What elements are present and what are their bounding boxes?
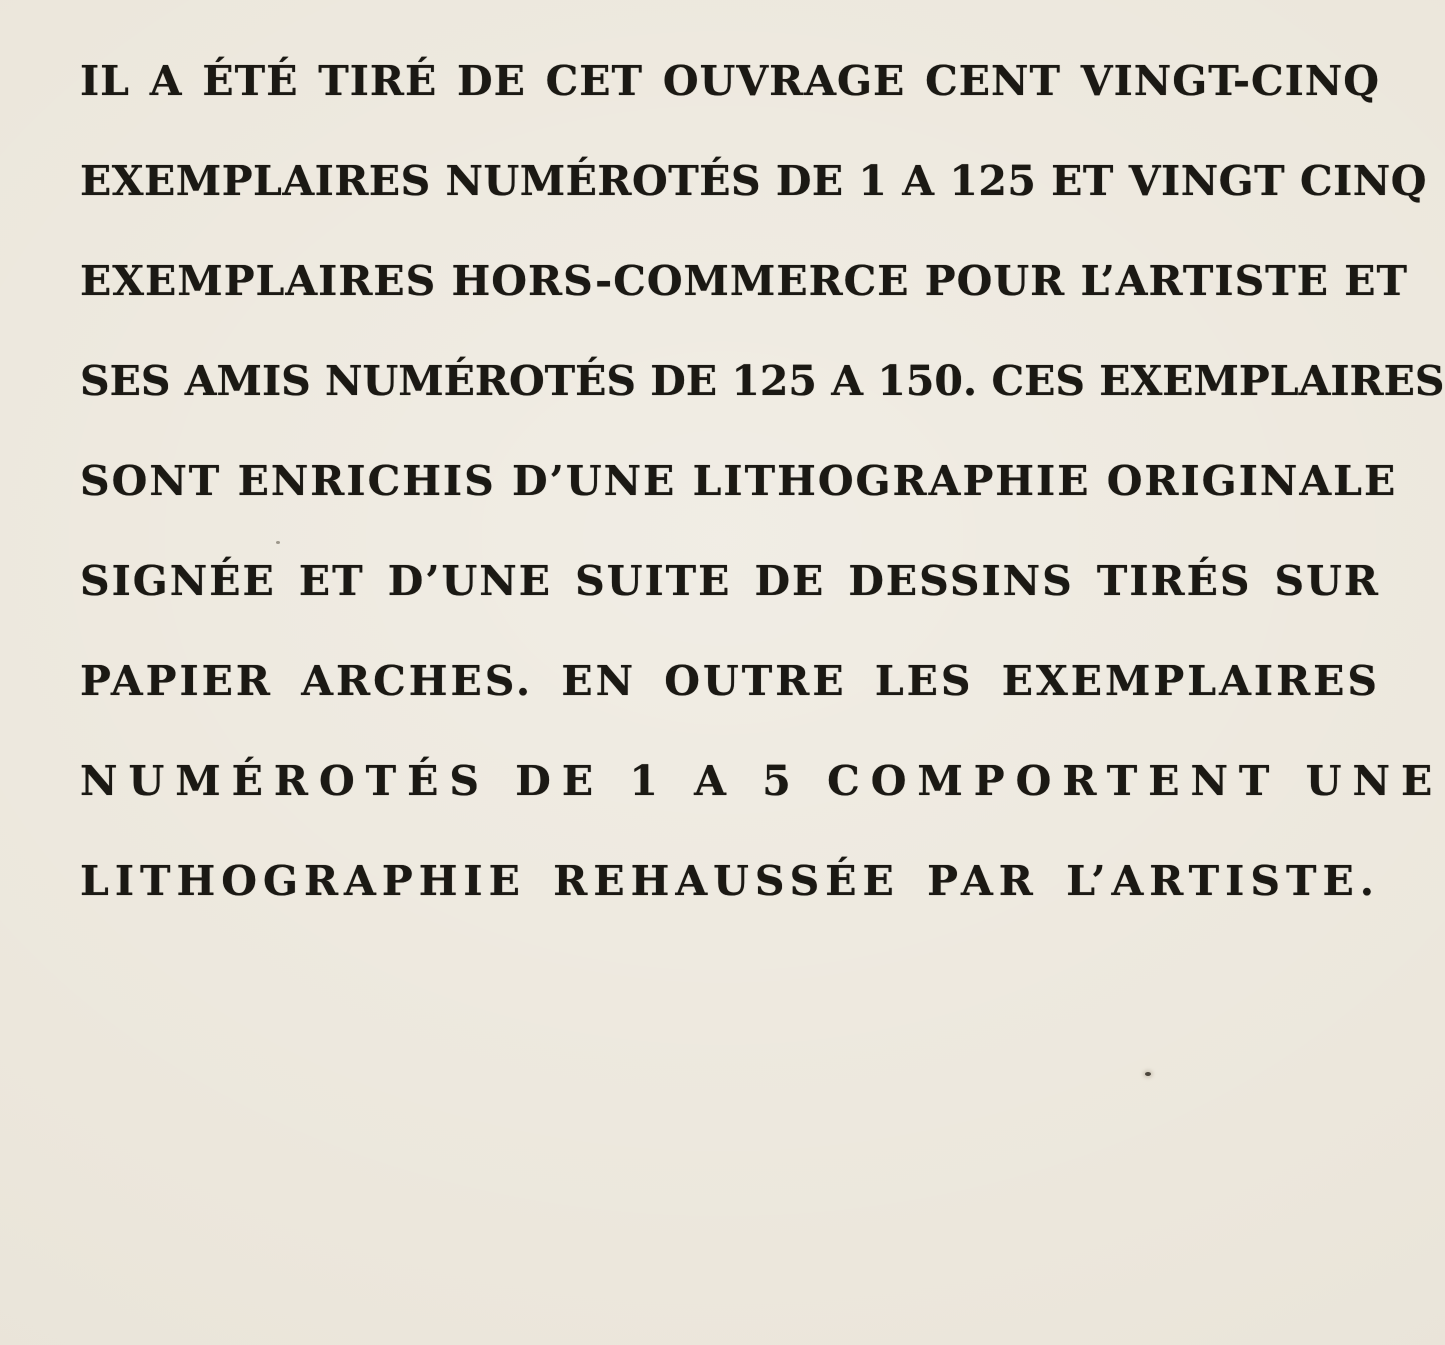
paper-speck [1145,1072,1151,1076]
colophon-text-block [80,31,1445,931]
colophon-line: LITHOGRAPHIE REHAUSSÉE PAR L’ARTISTE. [80,857,1380,905]
colophon-line: SIGNÉE ET D’UNE SUITE DE DESSINS TIRÉS SUR [80,557,1380,605]
colophon-line: EXEMPLAIRES NUMÉROTÉS DE 1 A 125 ET VINGT CINQ [80,157,1427,205]
paper-speck [276,541,280,544]
colophon-line: IL A ÉTÉ TIRÉ DE CET OUVRAGE CENT VINGT-CINQ [80,57,1380,105]
colophon-line: NUMÉROTÉS DE 1 A 5 COMPORTENT UNE [80,757,1444,805]
colophon-line: SONT ENRICHIS D’UNE LITHOGRAPHIE ORIGINALE [80,457,1398,505]
colophon-line: SES AMIS NUMÉROTÉS DE 125 A 150. CES EXEMPLAIRES [80,357,1445,405]
colophon-line: PAPIER ARCHES. EN OUTRE LES EXEMPLAIRES [80,657,1380,705]
colophon-line: EXEMPLAIRES HORS-COMMERCE POUR L’ARTISTE ET [80,257,1408,305]
